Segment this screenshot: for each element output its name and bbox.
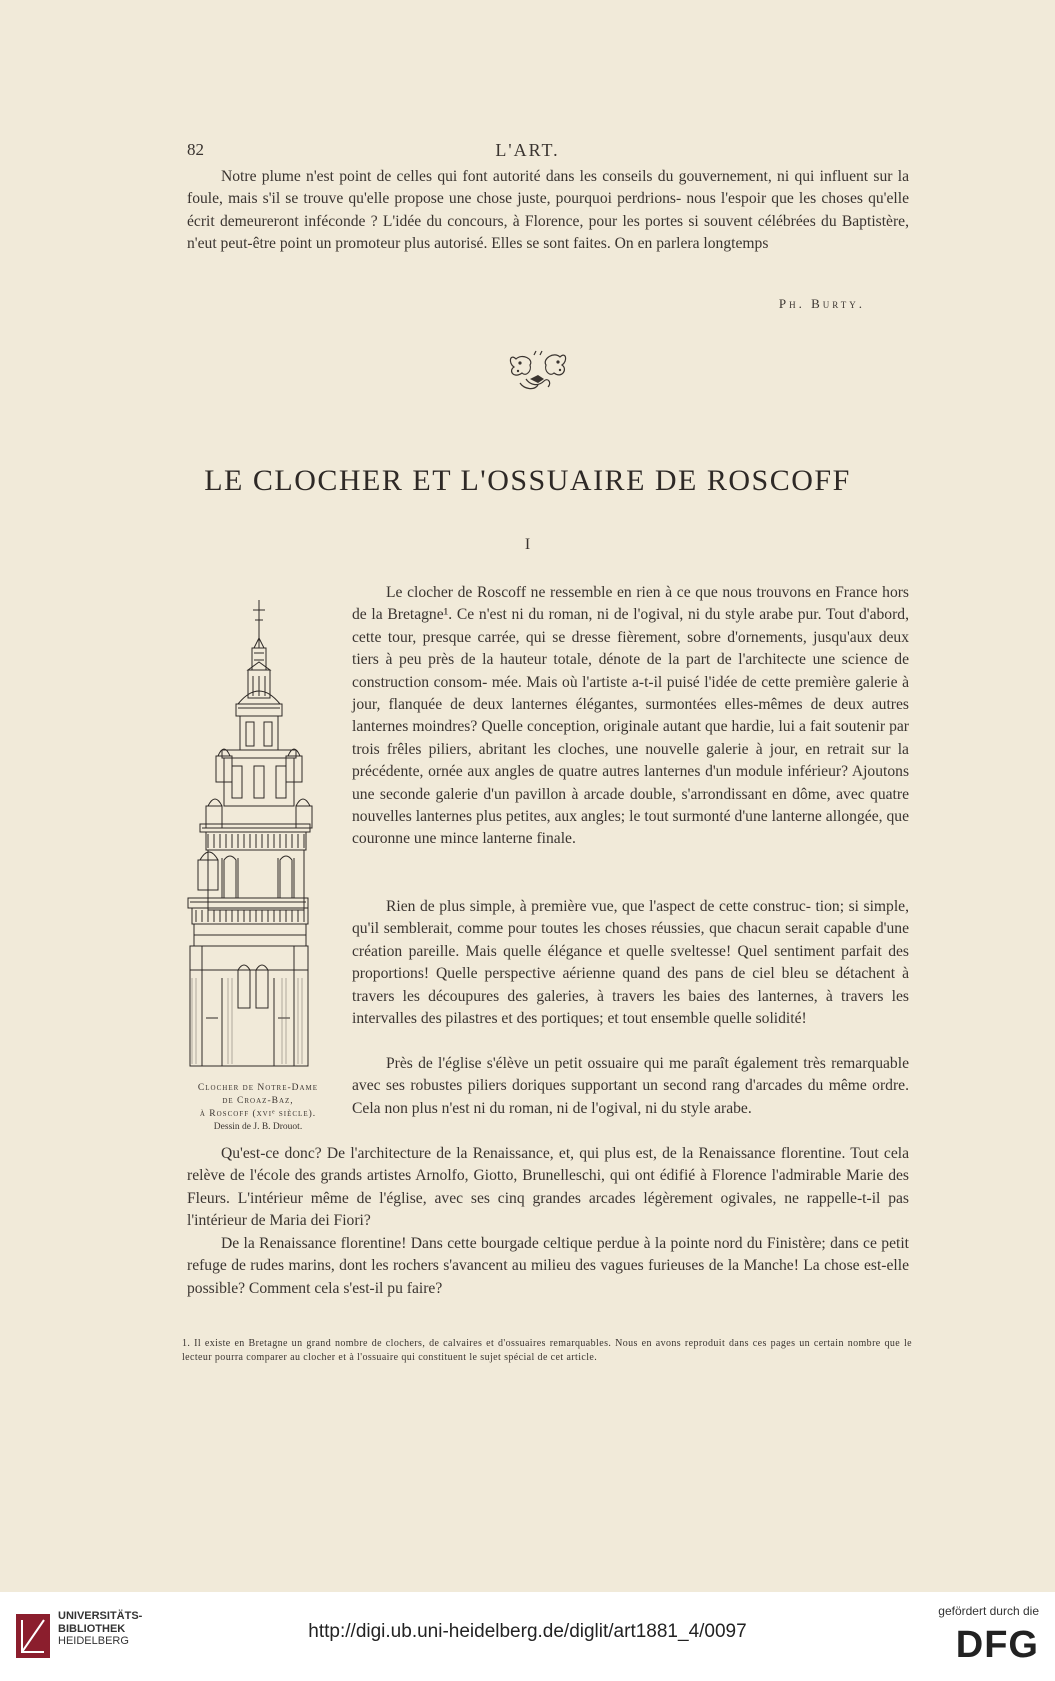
text-line: d'arcades du même ordre. Cela non plus n'est ni du roman, ni de l'ogival, xyxy=(352,1077,909,1117)
sponsor-label: gefördert durch die xyxy=(938,1604,1039,1618)
footnote: 1. Il existe en Bretagne un grand nombre de clochers, de calvaires et d'ossuaires remarquables. Nous en avons reproduit dans ces pages un certain nombre que le lecteur pourra comparer au clocher et à l'ossuaire qui constituent le sujet spécial de cet article. xyxy=(182,1338,912,1363)
caption-line: de Croaz-Baz, xyxy=(222,1096,294,1106)
text-line: Notre plume n'est point de celles qui font autorité dans les conseils du gouvernement, ni xyxy=(221,168,790,185)
text-line: aérienne quand des pans de ciel bleu se détachent à travers les découpures xyxy=(352,965,909,1005)
caption-line: à Roscoff (xviᵉ siècle). xyxy=(199,1109,317,1119)
text-line: ni du style arabe. xyxy=(645,1099,752,1117)
text-line: quelle sveltesse! Quel sentiment parfait des proportions! Quelle perspective xyxy=(352,942,909,983)
body-paragraph-3 xyxy=(352,1053,909,1120)
text-line: Qu'est-ce donc? De l'architecture de la Renaissance, et, qui plus est, de la Renaissance xyxy=(221,1145,776,1162)
text-line: que chacun serait capable d'une création pareille. Mais quelle élégance et xyxy=(352,920,909,960)
text-line: pilastres et des portiques; et tout ensemble quelle solidité! xyxy=(445,1010,807,1028)
text-line: Près de l'église s'élève un petit ossuaire qui me paraît également très xyxy=(386,1055,826,1072)
section-number: I xyxy=(524,536,531,553)
body-paragraph-4 xyxy=(187,1143,909,1233)
page-number: 82 xyxy=(187,140,204,159)
dfg-logo: DFG xyxy=(955,1624,1039,1666)
library-name-line: BIBLIOTHEK xyxy=(58,1622,126,1635)
body-paragraph-1 xyxy=(352,582,909,851)
text-line: De la Renaissance florentine! Dans cette bourgade celtique perdue à la pointe nord du xyxy=(221,1235,763,1252)
text-line: autres lanternes d'un module inférieur? Ajoutons une seconde galerie d'un xyxy=(352,763,910,803)
caption-line: Clocher de Notre-Dame xyxy=(197,1083,319,1093)
running-title: L'ART. xyxy=(495,140,560,160)
text-line: florentine. Tout cela relève de l'école des grands artistes Arnolfo, Giotto, Brunelleschi, qui ont xyxy=(187,1145,909,1185)
text-line: du style arabe pur. Tout d'abord, cette tour, presque carrée, qui se dresse xyxy=(352,606,909,646)
intro-paragraph xyxy=(187,166,909,256)
text-line: que couronne une mince lanterne finale. xyxy=(352,808,909,848)
text-line: Rien de plus simple, à première vue, que l'aspect de cette construc- xyxy=(386,898,811,915)
text-line: pavillon à arcade double, s'arrondissant en dôme, avec quatre nouvelles xyxy=(352,785,910,826)
text-line: furieuses de la Manche! La chose est-elle possible? Comment cela s'est-il pu faire? xyxy=(187,1257,909,1297)
text-line: édifié à Florence l'admirable Marie des Fleurs. L'intérieur même de l'église, avec ses cinq grandes xyxy=(187,1167,909,1207)
article-title: LE CLOCHER ET L'OSSUAIRE DE ROSCOFF xyxy=(204,464,851,497)
text-line: fièrement, sobre d'ornements, jusqu'aux deux tiers à peu près de la hauteur xyxy=(352,628,910,669)
text-line: flanquée de deux lanternes élégantes, surmontées elles-mêmes de deux xyxy=(388,696,864,714)
butterfly-fleuron-icon xyxy=(508,349,568,393)
footer-bar xyxy=(0,1592,1055,1681)
text-line: galerie à jour, en retrait sur la précédente, ornée aux angles de quatre xyxy=(352,740,909,781)
text-line: autres lanternes moindres? Quelle conception, originale autant que hardie, xyxy=(352,696,909,736)
illustration-caption xyxy=(170,1082,346,1134)
text-line: en France hors de la Bretagne¹. Ce n'est ni du roman, ni de l'ogival, ni xyxy=(352,584,910,624)
text-line: lui a fait soutenir par trois frêles piliers, abritant les cloches, une nouvelle xyxy=(352,718,909,758)
author-signature: Ph. Burty. xyxy=(778,296,865,311)
text-line: pour les portes si souvent célébrées du Baptistère, n'eut peut-être point un promoteur plus xyxy=(187,212,909,253)
text-line: Finistère; dans ce petit refuge de rudes marins, dont les rochers s'avancent au milieu des vagues xyxy=(187,1235,909,1275)
text-line: mée. Mais où l'artiste a-t-il puisé l'idée de cette première galerie à jour, xyxy=(352,673,909,714)
text-line: remarquable avec ses robustes piliers doriques supportant un second rang xyxy=(352,1055,909,1095)
text-line: arcades légèrement ogivales, ne rappelle-t-il pas l'intérieur de Maria dei Fiori? xyxy=(187,1189,909,1230)
text-line: des galeries, à travers les baies des lanternes, à travers les intervalles des xyxy=(352,987,909,1028)
library-name-line: HEIDELBERG xyxy=(58,1635,129,1647)
text-line: qui influent sur la foule, mais s'il se trouve qu'elle propose une chose juste, pourquoi perdrions- xyxy=(187,168,909,208)
permalink-url[interactable]: http://digi.ub.uni-heidelberg.de/diglit/art1881_4/0097 xyxy=(308,1621,747,1642)
text-line: Le clocher de Roscoff ne ressemble en rien à ce que nous trouvons xyxy=(386,584,812,601)
text-line: autorisé. Elles se sont faites. On en parlera longtemps xyxy=(434,235,769,253)
body-paragraph-5 xyxy=(187,1233,909,1300)
caption-credit: Dessin de J. B. Drouot. xyxy=(213,1122,303,1132)
body-paragraph-2 xyxy=(352,896,909,1030)
bell-tower-illustration xyxy=(182,598,322,1068)
text-line: tion; si simple, qu'il semblerait, comme pour toutes les choses réussies, xyxy=(352,898,909,938)
text-line: nous l'espoir que les choses qu'elle écrit demeureront inféconde ? L'idée du concours, à Florence, xyxy=(187,190,909,230)
text-line: lanternes plus petites, aux angles; le tout surmonté d'une lanterne allongée, xyxy=(415,808,883,826)
library-name-line: UNIVERSITÄTS- xyxy=(58,1610,143,1622)
text-line: totale, dénote de la part de l'architecte une science de construction consom- xyxy=(352,651,909,691)
